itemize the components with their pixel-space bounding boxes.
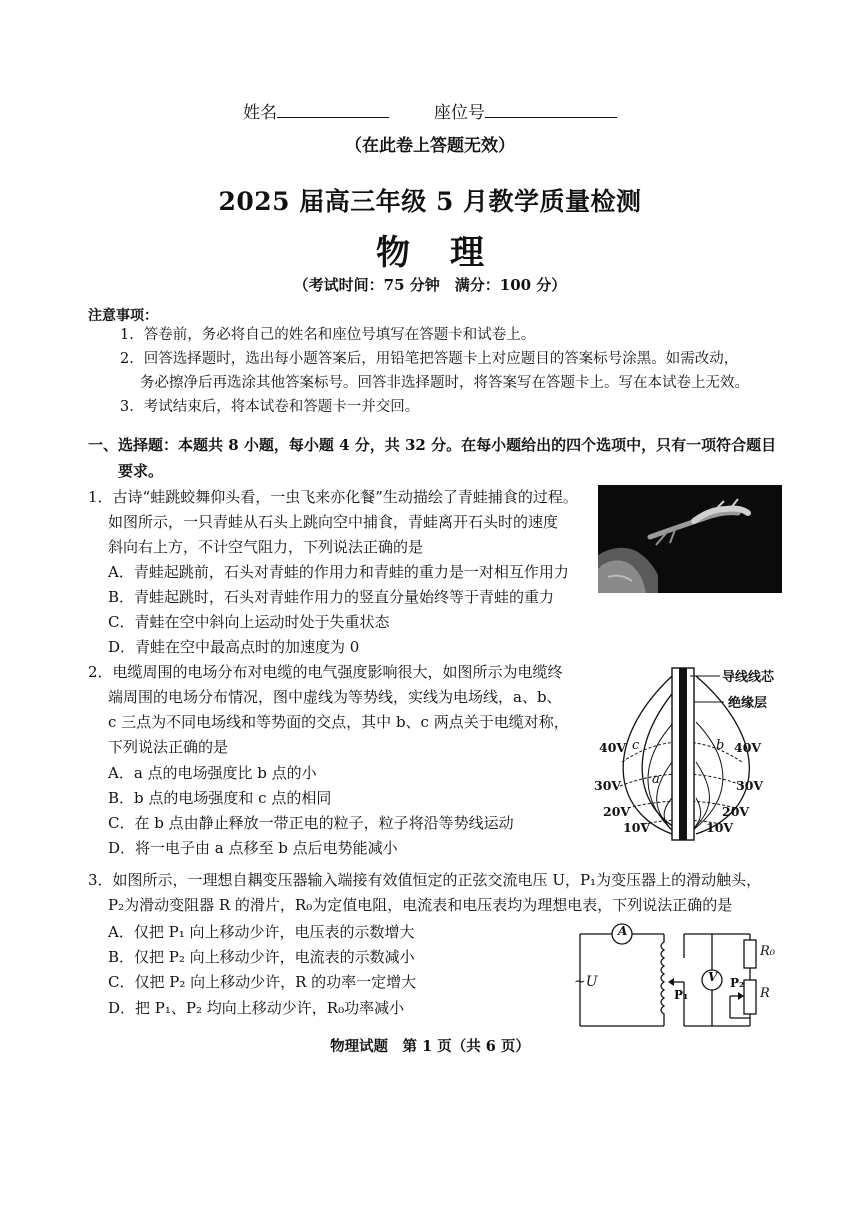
q3-option-c: C．仅把 P₂ 向上移动少许，R 的功率一定增大 xyxy=(108,973,417,991)
label-p2: P₂ xyxy=(730,976,745,990)
time-info: （考试时间：75 分钟 满分：100 分） xyxy=(293,276,567,294)
section-line-1: 一、选择题：本题共 8 小题，每小题 4 分，共 32 分。在每小题给出的四个选项中，只有一项符合题目 xyxy=(88,436,777,454)
q3-option-a: A．仅把 P₁ 向上移动少许，电压表的示数增大 xyxy=(108,923,415,941)
q3-stem-line-1: 3．如图所示，一理想自耦变压器输入端接有效值恒定的正弦交流电压 U，P₁为变压器上的滑动触头， xyxy=(88,871,762,889)
label-10v-right: 10V xyxy=(706,820,734,835)
note-item-3: 3．考试结束后，将本试卷和答题卡一并交回。 xyxy=(120,399,420,415)
label-point-c: c xyxy=(632,738,640,753)
note-item-2: 2．回答选择题时，选出每小题答案后，用铅笔把答题卡上对应题目的答案标号涂黑。如需改动， xyxy=(120,351,739,367)
q1-option-c: C．青蛙在空中斜向上运动时处于失重状态 xyxy=(108,613,390,631)
subject-title: 物理 xyxy=(376,233,524,273)
q2-stem-line-2: 端周围的电场分布情况，图中虚线为等势线，实线为电场线，a、b、 xyxy=(108,688,562,706)
seat-blank xyxy=(485,101,617,118)
q2-stem-line-3: c 三点为不同电场线和等势面的交点，其中 b、c 两点关于电缆对称， xyxy=(108,713,569,731)
invalid-note: （在此卷上答题无效） xyxy=(345,136,515,156)
label-20v-left: 20V xyxy=(603,804,631,819)
notes-title: 注意事项： xyxy=(88,308,158,324)
label-insulation: 绝缘层 xyxy=(728,696,768,711)
label-point-b: b xyxy=(716,738,725,753)
q3-option-b: B．仅把 P₂ 向上移动少许，电流表的示数减小 xyxy=(108,948,415,966)
q2-option-b: B．b 点的电场强度和 c 点的相同 xyxy=(108,789,332,807)
label-point-a: a xyxy=(652,772,660,787)
q1-stem-line-3: 斜向右上方，不计空气阻力，下列说法正确的是 xyxy=(108,538,424,556)
q2-option-c: C．在 b 点由静止释放一带正电的粒子，粒子将沿等势线运动 xyxy=(108,814,514,832)
q2-stem-line-1: 2．电缆周围的电场分布对电缆的电气强度影响很大，如图所示为电缆终 xyxy=(88,663,563,681)
label-core: 导线线芯 xyxy=(722,670,775,685)
q3-option-d: D．把 P₁、P₂ 均向上移动少许，R₀功率减小 xyxy=(108,999,405,1017)
section-heading xyxy=(88,432,818,484)
frog-photo-image xyxy=(598,485,782,593)
label-40v-left: 40V xyxy=(599,740,627,755)
note-item-1: 1．答卷前，务必将自己的姓名和座位号填写在答题卡和试卷上。 xyxy=(120,327,536,343)
label-10v-left: 10V xyxy=(623,820,651,835)
label-r: R xyxy=(760,986,770,1001)
section-line-2: 要求。 xyxy=(118,462,164,480)
q1-option-b: B．青蛙起跳时，石头对青蛙作用力的竖直分量始终等于青蛙的重力 xyxy=(108,588,555,606)
ammeter-symbol: A xyxy=(618,924,628,938)
label-r0: R₀ xyxy=(760,944,775,959)
student-info-fields xyxy=(0,98,860,123)
q2-option-d: D．将一电子由 a 点移至 b 点后电势能减小 xyxy=(108,839,398,857)
q3-stem-line-2: P₂为滑动变阻器 R 的滑片，R₀为定值电阻，电流表和电压表均为理想电表，下列说法正确的是 xyxy=(108,896,733,914)
q2-stem-line-4: 下列说法正确的是 xyxy=(108,738,229,756)
note-item-2-cont: 务必擦净后再选涂其他答案标号。回答非选择题时，将答案写在答题卡上。写在本试卷上无效。 xyxy=(140,375,749,391)
name-label: 姓名 xyxy=(243,103,278,123)
q1-stem-line-2: 如图所示，一只青蛙从石头上跳向空中捕食，青蛙离开石头时的速度 xyxy=(108,513,559,531)
label-20v-right: 20V xyxy=(722,804,750,819)
label-30v-right: 30V xyxy=(736,778,764,793)
page-footer: 物理试题 第 1 页（共 6 页） xyxy=(330,1038,530,1055)
q1-stem-line-1: 1．古诗“蛙跳蛟舞仰头看，一虫飞来亦化餐”生动描绘了青蛙捕食的过程。 xyxy=(88,488,578,506)
label-p1: P₁ xyxy=(674,988,689,1002)
exam-title: 2025 届高三年级 5 月教学质量检测 xyxy=(218,187,642,216)
seat-label: 座位号 xyxy=(433,103,485,123)
label-30v-left: 30V xyxy=(594,778,622,793)
source-label: ~U xyxy=(574,974,598,990)
name-blank xyxy=(277,101,389,118)
q2-option-a: A．a 点的电场强度比 b 点的小 xyxy=(108,764,317,782)
q1-option-a: A．青蛙起跳前，石头对青蛙的作用力和青蛙的重力是一对相互作用力 xyxy=(108,563,569,581)
voltmeter-symbol: V xyxy=(708,970,718,984)
q1-option-d: D．青蛙在空中最高点时的加速度为 0 xyxy=(108,638,360,656)
frog-photo xyxy=(598,485,782,593)
transformer-circuit-diagram xyxy=(572,918,792,1032)
label-40v-right: 40V xyxy=(734,740,762,755)
